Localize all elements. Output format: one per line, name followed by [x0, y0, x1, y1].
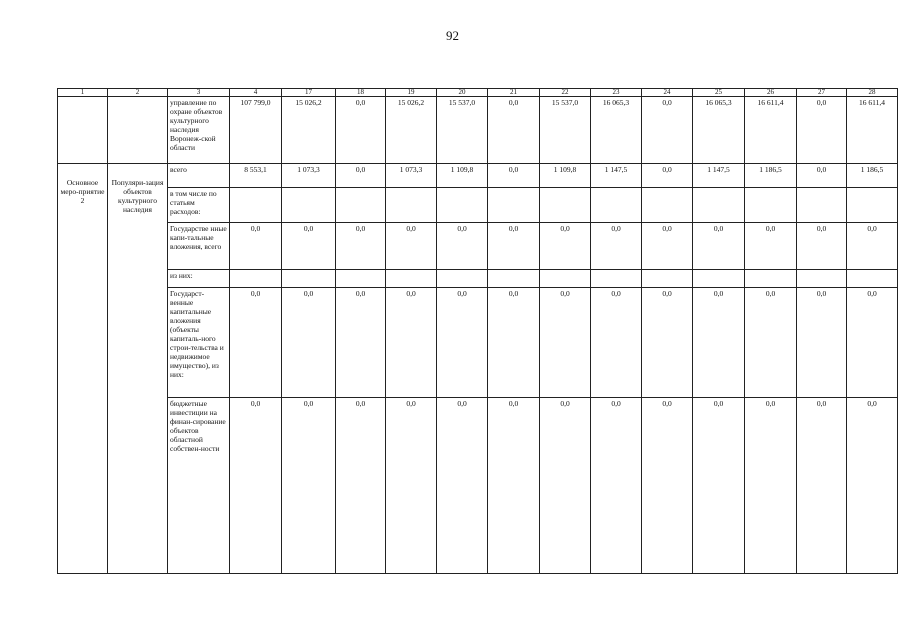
value-cell: [745, 188, 797, 223]
value-cell: 0,0: [540, 398, 591, 574]
value-cell: 0,0: [797, 288, 847, 398]
column-number-cell: 20: [437, 89, 488, 97]
value-cell: 0,0: [847, 398, 898, 574]
value-cell: 0,0: [745, 398, 797, 574]
value-cell: 0,0: [847, 223, 898, 270]
value-cell: [591, 270, 642, 288]
value-cell: 0,0: [437, 398, 488, 574]
column-number-cell: 1: [58, 89, 108, 97]
table-row: [58, 398, 898, 574]
value-cell: 0,0: [797, 398, 847, 574]
value-cell: 0,0: [797, 223, 847, 270]
value-cell: 0,0: [693, 398, 745, 574]
column-number-cell: 23: [591, 89, 642, 97]
value-cell: 0,0: [437, 223, 488, 270]
value-cell: 1 186,5: [745, 164, 797, 188]
value-cell: 0,0: [282, 398, 336, 574]
value-cell: 15 537,0: [437, 97, 488, 164]
column-number-cell: 4: [230, 89, 282, 97]
row-label: в том числе по статьям расходов:: [168, 188, 230, 223]
value-cell: 0,0: [591, 223, 642, 270]
value-cell: [797, 188, 847, 223]
value-cell: 1 073,3: [282, 164, 336, 188]
measure-name: Основное меро-приятие 2: [58, 164, 108, 574]
value-cell: 15 026,2: [386, 97, 437, 164]
value-cell: [488, 270, 540, 288]
value-cell: [386, 270, 437, 288]
row-label: всего: [168, 164, 230, 188]
row-label: Государст-венные капитальные вложения (объекты капиталь-ного строи-тельства и недвижимое имущество), из них:: [168, 288, 230, 398]
value-cell: [847, 270, 898, 288]
value-cell: 0,0: [488, 398, 540, 574]
value-cell: 15 537,0: [540, 97, 591, 164]
value-cell: 0,0: [230, 288, 282, 398]
column-number-cell: 18: [336, 89, 386, 97]
column-number-cell: 17: [282, 89, 336, 97]
value-cell: [797, 270, 847, 288]
value-cell: 0,0: [488, 97, 540, 164]
value-cell: 8 553,1: [230, 164, 282, 188]
column-number-cell: 3: [168, 89, 230, 97]
value-cell: [230, 270, 282, 288]
value-cell: 0,0: [488, 288, 540, 398]
value-cell: [642, 188, 693, 223]
measure-title: Популяри-зация объектов культурного наследия: [108, 164, 168, 574]
value-cell: 1 147,5: [591, 164, 642, 188]
value-cell: [336, 270, 386, 288]
table-row: [58, 288, 898, 398]
page-number: 92: [446, 28, 459, 43]
value-cell: 0,0: [488, 164, 540, 188]
value-cell: [437, 270, 488, 288]
value-cell: 0,0: [642, 398, 693, 574]
column-number-cell: 25: [693, 89, 745, 97]
column-number-cell: 27: [797, 89, 847, 97]
value-cell: 15 026,2: [282, 97, 336, 164]
table-row: [58, 164, 898, 188]
value-cell: 0,0: [282, 223, 336, 270]
column-number-cell: 21: [488, 89, 540, 97]
value-cell: 0,0: [386, 288, 437, 398]
row-label: управление по охране объектов культурного наследия Воронеж-ской области: [168, 97, 230, 164]
value-cell: [540, 270, 591, 288]
value-cell: 0,0: [642, 164, 693, 188]
value-cell: 0,0: [336, 164, 386, 188]
value-cell: 0,0: [642, 223, 693, 270]
value-cell: [386, 188, 437, 223]
table-row: [58, 188, 898, 223]
value-cell: [540, 188, 591, 223]
column-number-cell: 19: [386, 89, 437, 97]
value-cell: [745, 270, 797, 288]
value-cell: 0,0: [591, 398, 642, 574]
value-cell: [230, 188, 282, 223]
value-cell: 0,0: [230, 398, 282, 574]
table-row: [58, 223, 898, 270]
value-cell: 0,0: [282, 288, 336, 398]
column-number-row: [58, 89, 898, 97]
value-cell: 0,0: [847, 288, 898, 398]
table-row: [58, 97, 898, 164]
value-cell: 0,0: [386, 223, 437, 270]
value-cell: 0,0: [642, 97, 693, 164]
empty-cell: [58, 97, 108, 164]
value-cell: 0,0: [437, 288, 488, 398]
value-cell: 0,0: [336, 398, 386, 574]
row-label: из них:: [168, 270, 230, 288]
value-cell: 0,0: [336, 223, 386, 270]
value-cell: [336, 188, 386, 223]
value-cell: 1 109,8: [437, 164, 488, 188]
value-cell: 16 065,3: [591, 97, 642, 164]
value-cell: 1 147,5: [693, 164, 745, 188]
value-cell: 0,0: [591, 288, 642, 398]
table-row: [58, 270, 898, 288]
budget-table: [57, 88, 898, 574]
value-cell: 16 611,4: [847, 97, 898, 164]
column-number-cell: 24: [642, 89, 693, 97]
value-cell: [488, 188, 540, 223]
value-cell: 0,0: [386, 398, 437, 574]
value-cell: [591, 188, 642, 223]
value-cell: 0,0: [336, 288, 386, 398]
row-label: бюджетные инвестиции на финан-сирование объектов областной собствен-ности: [168, 398, 230, 574]
value-cell: 1 073,3: [386, 164, 437, 188]
value-cell: 0,0: [745, 223, 797, 270]
value-cell: 0,0: [488, 223, 540, 270]
value-cell: 0,0: [797, 97, 847, 164]
value-cell: 0,0: [540, 288, 591, 398]
column-number-cell: 2: [108, 89, 168, 97]
value-cell: [437, 188, 488, 223]
value-cell: 1 109,8: [540, 164, 591, 188]
value-cell: 0,0: [693, 288, 745, 398]
value-cell: 0,0: [336, 97, 386, 164]
value-cell: 0,0: [642, 288, 693, 398]
value-cell: [282, 188, 336, 223]
row-label: Государстве нные капи-тальные вложения, всего: [168, 223, 230, 270]
value-cell: 16 611,4: [745, 97, 797, 164]
value-cell: 0,0: [230, 223, 282, 270]
column-number-cell: 22: [540, 89, 591, 97]
value-cell: 0,0: [797, 164, 847, 188]
column-number-cell: 26: [745, 89, 797, 97]
value-cell: [282, 270, 336, 288]
value-cell: [693, 188, 745, 223]
value-cell: 16 065,3: [693, 97, 745, 164]
value-cell: 0,0: [745, 288, 797, 398]
value-cell: [693, 270, 745, 288]
value-cell: 107 799,0: [230, 97, 282, 164]
value-cell: [642, 270, 693, 288]
value-cell: 1 186,5: [847, 164, 898, 188]
value-cell: [847, 188, 898, 223]
column-number-cell: 28: [847, 89, 898, 97]
empty-cell: [108, 97, 168, 164]
value-cell: 0,0: [693, 223, 745, 270]
value-cell: 0,0: [540, 223, 591, 270]
table-body: [58, 89, 898, 574]
